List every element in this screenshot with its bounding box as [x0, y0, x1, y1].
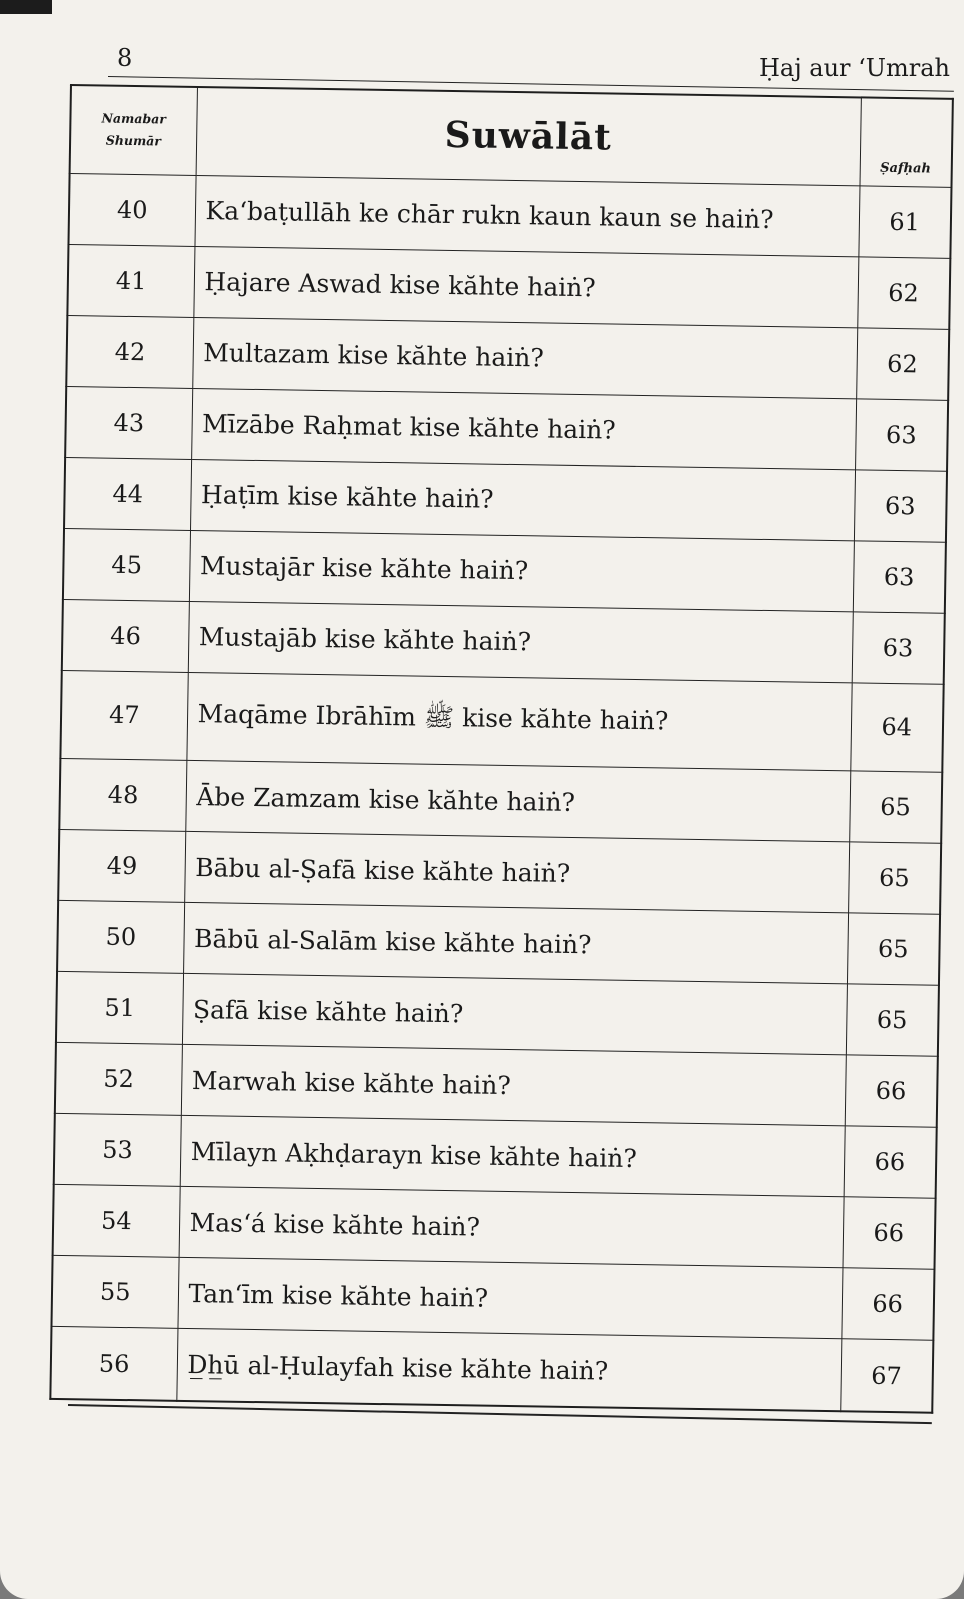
table-row: [50, 1327, 933, 1413]
number-header-line1: Namabar: [101, 110, 166, 127]
number-header-line2: Shumār: [105, 132, 162, 149]
row-question: Mustajār kise kăhte haiṅ?: [189, 530, 854, 611]
row-number: 54: [53, 1185, 180, 1258]
row-number: 41: [67, 244, 194, 317]
running-header-title: Ḥaj aur ‘Umrah: [758, 54, 950, 82]
contents-table: [49, 84, 954, 1414]
row-number: 45: [63, 528, 190, 601]
corner-mark: [0, 0, 52, 14]
row-page: 63: [855, 398, 948, 470]
row-question: Bābū al-Salām kise kăhte haiṅ?: [183, 903, 848, 984]
row-question: Ḥaṭīm kise kăhte haiṅ?: [190, 459, 855, 540]
row-question: Multazam kise kăhte haiṅ?: [192, 317, 857, 398]
row-question: Ṣafā kise kăhte haiṅ?: [182, 974, 847, 1055]
row-question: Bābu al-Ṣafā kise kăhte haiṅ?: [184, 832, 849, 913]
questions-column-header: Suwālāt: [196, 87, 861, 185]
table-row: [60, 670, 943, 773]
row-question: Ābe Zamzam kise kăhte haiṅ?: [185, 761, 850, 842]
row-question: D̲h̲ū al-Ḥulayfah kise kăhte haiṅ?: [176, 1329, 841, 1412]
row-page: 63: [853, 540, 946, 612]
row-question: Mustajāb kise kăhte haiṅ?: [188, 601, 853, 682]
row-page: 65: [848, 842, 941, 914]
number-column-header: [70, 85, 197, 175]
row-question: Maqāme Ibrāhīm ﷺ kise kăhte haiṅ?: [186, 672, 851, 771]
row-question: Marwah kise kăhte haiṅ?: [181, 1045, 846, 1126]
page-column-header: Ṣafḥah: [860, 97, 953, 186]
row-number: 53: [54, 1114, 181, 1187]
row-page: 67: [840, 1339, 933, 1413]
row-page: 64: [850, 682, 943, 772]
page-number: 8: [117, 44, 133, 72]
row-number: 49: [58, 830, 185, 903]
row-question: Mīlayn Aḳhḍarayn kise kăhte haiṅ?: [180, 1116, 845, 1197]
row-question: Ḥajare Aswad kise kăhte haiṅ?: [193, 246, 858, 327]
row-number: 40: [68, 173, 195, 246]
row-page: 62: [856, 327, 949, 399]
row-number: 50: [57, 901, 184, 974]
row-number: 55: [51, 1256, 178, 1329]
row-question: Mas‘á kise kăhte haiṅ?: [179, 1187, 844, 1268]
row-page: 63: [852, 611, 945, 683]
row-page: 66: [842, 1197, 935, 1269]
row-number: 43: [65, 386, 192, 459]
row-question: Ka‘baṭullāh ke chār rukn kaun kaun se haiṅ?: [194, 175, 859, 256]
row-page: 66: [844, 1126, 937, 1198]
row-question: Mīzābe Raḥmat kise kăhte haiṅ?: [191, 388, 856, 469]
row-question: Tan‘īm kise kăhte haiṅ?: [177, 1258, 842, 1339]
row-page: 65: [846, 984, 939, 1056]
row-number: 44: [64, 457, 191, 530]
row-number: 42: [66, 315, 193, 388]
row-page: 65: [849, 771, 942, 843]
contents-table-wrapper: [49, 84, 954, 1414]
row-page: 66: [841, 1268, 934, 1340]
row-number: 48: [59, 759, 186, 832]
row-page: 65: [847, 913, 940, 985]
row-page: 61: [858, 185, 951, 257]
row-number: 56: [50, 1327, 177, 1401]
row-page: 66: [845, 1055, 938, 1127]
row-number: 52: [55, 1043, 182, 1116]
table-header-row: [70, 85, 953, 187]
table-body: [50, 173, 951, 1413]
row-number: 47: [60, 670, 187, 761]
row-number: 51: [56, 972, 183, 1045]
row-number: 46: [62, 599, 189, 672]
row-page: 62: [857, 256, 950, 328]
row-page: 63: [854, 469, 947, 541]
